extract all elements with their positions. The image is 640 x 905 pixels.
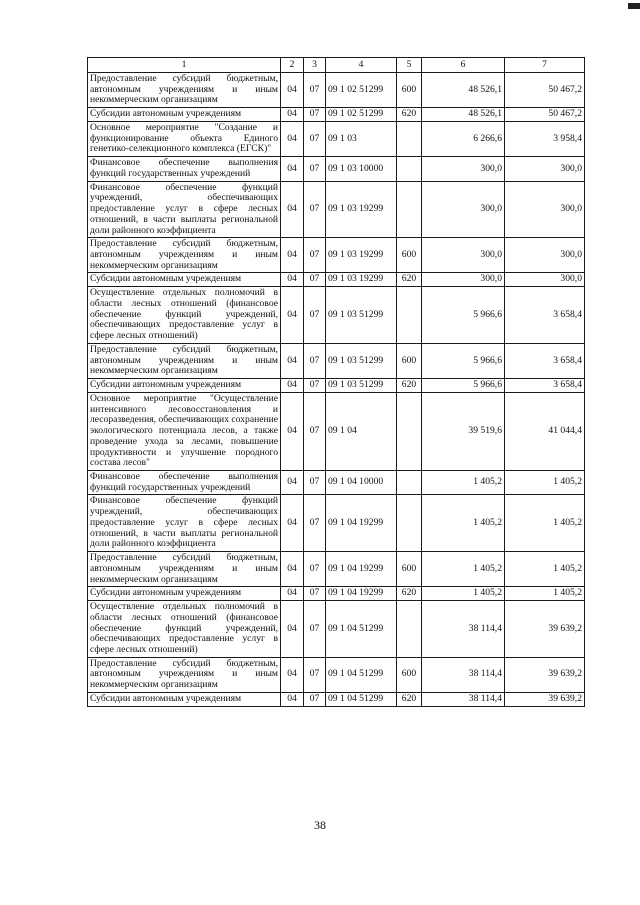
subsection-code: 07 <box>304 121 326 156</box>
amount-year-2: 50 467,2 <box>505 73 585 108</box>
section-code: 04 <box>281 495 304 552</box>
row-description: Предоставление субсидий бюджетным, автономным учреждениям и иным некоммерческим организациям <box>88 238 281 273</box>
section-code: 04 <box>281 121 304 156</box>
section-code: 04 <box>281 157 304 181</box>
expense-type-code <box>397 392 422 470</box>
expense-type-code: 620 <box>397 587 422 601</box>
section-code: 04 <box>281 238 304 273</box>
table-row <box>88 601 585 658</box>
header-cell: 7 <box>505 58 585 73</box>
row-description: Финансовое обеспечение выполнения функций государственных учреждений <box>88 157 281 181</box>
amount-year-1: 6 266,6 <box>422 121 505 156</box>
section-code: 04 <box>281 108 304 122</box>
row-description: Предоставление субсидий бюджетным, автономным учреждениям и иным некоммерческим организациям <box>88 552 281 587</box>
target-article-code: 09 1 03 51299 <box>326 343 397 378</box>
amount-year-2: 3 958,4 <box>505 121 585 156</box>
row-description: Предоставление субсидий бюджетным, автономным учреждениям и иным некоммерческим организациям <box>88 343 281 378</box>
subsection-code: 07 <box>304 379 326 393</box>
subsection-code: 07 <box>304 392 326 470</box>
table-row <box>88 108 585 122</box>
header-cell: 1 <box>88 58 281 73</box>
table-row <box>88 287 585 344</box>
expense-type-code: 600 <box>397 238 422 273</box>
table-row <box>88 238 585 273</box>
row-description: Предоставление субсидий бюджетным, автономным учреждениям и иным некоммерческим организациям <box>88 657 281 692</box>
target-article-code: 09 1 02 51299 <box>326 108 397 122</box>
amount-year-1: 300,0 <box>422 273 505 287</box>
amount-year-2: 1 405,2 <box>505 495 585 552</box>
amount-year-2: 3 658,4 <box>505 343 585 378</box>
section-code: 04 <box>281 273 304 287</box>
subsection-code: 07 <box>304 181 326 238</box>
table-row <box>88 552 585 587</box>
scan-mark <box>628 3 640 9</box>
amount-year-2: 300,0 <box>505 181 585 238</box>
page-number: 38 <box>314 818 326 832</box>
section-code: 04 <box>281 392 304 470</box>
amount-year-1: 1 405,2 <box>422 470 505 494</box>
row-description: Финансовое обеспечение выполнения функций государственных учреждений <box>88 470 281 494</box>
table-row <box>88 181 585 238</box>
table-row <box>88 470 585 494</box>
amount-year-1: 38 114,4 <box>422 657 505 692</box>
table-row <box>88 692 585 706</box>
amount-year-2: 3 658,4 <box>505 379 585 393</box>
expense-type-code: 600 <box>397 552 422 587</box>
row-description: Субсидии автономным учреждениям <box>88 379 281 393</box>
header-cell: 6 <box>422 58 505 73</box>
table-row <box>88 392 585 470</box>
table-row <box>88 657 585 692</box>
subsection-code: 07 <box>304 108 326 122</box>
expense-type-code: 620 <box>397 108 422 122</box>
expense-type-code: 620 <box>397 273 422 287</box>
subsection-code: 07 <box>304 692 326 706</box>
amount-year-2: 300,0 <box>505 238 585 273</box>
subsection-code: 07 <box>304 587 326 601</box>
amount-year-1: 38 114,4 <box>422 601 505 658</box>
subsection-code: 07 <box>304 287 326 344</box>
header-cell: 3 <box>304 58 326 73</box>
amount-year-1: 300,0 <box>422 181 505 238</box>
row-description: Предоставление субсидий бюджетным, автономным учреждениям и иным некоммерческим организациям <box>88 73 281 108</box>
table-row <box>88 587 585 601</box>
expense-type-code: 600 <box>397 73 422 108</box>
table-row <box>88 495 585 552</box>
subsection-code: 07 <box>304 273 326 287</box>
row-description: Субсидии автономным учреждениям <box>88 692 281 706</box>
amount-year-1: 5 966,6 <box>422 379 505 393</box>
amount-year-2: 300,0 <box>505 157 585 181</box>
target-article-code: 09 1 03 19299 <box>326 181 397 238</box>
expense-type-code: 620 <box>397 379 422 393</box>
row-description: Субсидии автономным учреждениям <box>88 108 281 122</box>
amount-year-2: 39 639,2 <box>505 692 585 706</box>
row-description: Субсидии автономным учреждениям <box>88 587 281 601</box>
target-article-code: 09 1 03 19299 <box>326 238 397 273</box>
expense-type-code: 600 <box>397 657 422 692</box>
section-code: 04 <box>281 73 304 108</box>
expense-type-code: 600 <box>397 343 422 378</box>
table-row <box>88 157 585 181</box>
section-code: 04 <box>281 601 304 658</box>
expense-type-code <box>397 121 422 156</box>
subsection-code: 07 <box>304 552 326 587</box>
target-article-code: 09 1 02 51299 <box>326 73 397 108</box>
amount-year-2: 50 467,2 <box>505 108 585 122</box>
expense-type-code: 620 <box>397 692 422 706</box>
header-cell: 4 <box>326 58 397 73</box>
amount-year-1: 300,0 <box>422 157 505 181</box>
target-article-code: 09 1 03 <box>326 121 397 156</box>
row-description: Основное мероприятие "Создание и функционирование объекта Единого генетико-селекционного комплекса (ЕГСК)" <box>88 121 281 156</box>
subsection-code: 07 <box>304 343 326 378</box>
amount-year-1: 300,0 <box>422 238 505 273</box>
target-article-code: 09 1 03 10000 <box>326 157 397 181</box>
subsection-code: 07 <box>304 495 326 552</box>
expense-type-code <box>397 157 422 181</box>
section-code: 04 <box>281 692 304 706</box>
subsection-code: 07 <box>304 657 326 692</box>
amount-year-1: 1 405,2 <box>422 495 505 552</box>
table-row <box>88 73 585 108</box>
subsection-code: 07 <box>304 157 326 181</box>
amount-year-1: 1 405,2 <box>422 587 505 601</box>
row-description: Осуществление отдельных полномочий в области лесных отношений (финансовое обеспечение функций учреждений, обеспечивающих предоставление услуг в сфере лесных отношений) <box>88 601 281 658</box>
row-description: Субсидии автономным учреждениям <box>88 273 281 287</box>
target-article-code: 09 1 04 51299 <box>326 657 397 692</box>
expense-type-code <box>397 181 422 238</box>
amount-year-2: 1 405,2 <box>505 470 585 494</box>
header-cell: 2 <box>281 58 304 73</box>
amount-year-2: 300,0 <box>505 273 585 287</box>
amount-year-2: 39 639,2 <box>505 601 585 658</box>
table-row <box>88 379 585 393</box>
subsection-code: 07 <box>304 73 326 108</box>
section-code: 04 <box>281 470 304 494</box>
amount-year-1: 5 966,6 <box>422 343 505 378</box>
target-article-code: 09 1 03 51299 <box>326 379 397 393</box>
expense-type-code <box>397 601 422 658</box>
expense-type-code <box>397 495 422 552</box>
amount-year-1: 48 526,1 <box>422 73 505 108</box>
expense-type-code <box>397 287 422 344</box>
amount-year-1: 5 966,6 <box>422 287 505 344</box>
expense-type-code <box>397 470 422 494</box>
amount-year-1: 48 526,1 <box>422 108 505 122</box>
amount-year-1: 38 114,4 <box>422 692 505 706</box>
amount-year-2: 1 405,2 <box>505 587 585 601</box>
table-header-row <box>88 58 585 73</box>
target-article-code: 09 1 03 51299 <box>326 287 397 344</box>
target-article-code: 09 1 04 51299 <box>326 692 397 706</box>
section-code: 04 <box>281 552 304 587</box>
header-cell: 5 <box>397 58 422 73</box>
row-description: Финансовое обеспечение функций учреждений, обеспечивающих предоставление услуг в сфере лесных отношений, в части выплаты региональной доли районного коэффициента <box>88 495 281 552</box>
table-row <box>88 343 585 378</box>
subsection-code: 07 <box>304 601 326 658</box>
section-code: 04 <box>281 181 304 238</box>
subsection-code: 07 <box>304 238 326 273</box>
row-description: Основное мероприятие "Осуществление интенсивного лесовосстановления и лесоразведения, обеспечивающих сохранение экологического потенциала лесов, а также проведение ухода за лесами, повышение продуктивности и улучшение породного состава лесов" <box>88 392 281 470</box>
amount-year-2: 3 658,4 <box>505 287 585 344</box>
section-code: 04 <box>281 343 304 378</box>
target-article-code: 09 1 03 19299 <box>326 273 397 287</box>
target-article-code: 09 1 04 <box>326 392 397 470</box>
amount-year-1: 39 519,6 <box>422 392 505 470</box>
target-article-code: 09 1 04 51299 <box>326 601 397 658</box>
subsection-code: 07 <box>304 470 326 494</box>
budget-table <box>87 57 585 707</box>
target-article-code: 09 1 04 19299 <box>326 495 397 552</box>
table-row <box>88 121 585 156</box>
section-code: 04 <box>281 379 304 393</box>
amount-year-1: 1 405,2 <box>422 552 505 587</box>
section-code: 04 <box>281 587 304 601</box>
target-article-code: 09 1 04 19299 <box>326 587 397 601</box>
row-description: Осуществление отдельных полномочий в области лесных отношений (финансовое обеспечение функций учреждений, обеспечивающих предоставление услуг в сфере лесных отношений) <box>88 287 281 344</box>
amount-year-2: 41 044,4 <box>505 392 585 470</box>
section-code: 04 <box>281 657 304 692</box>
amount-year-2: 1 405,2 <box>505 552 585 587</box>
section-code: 04 <box>281 287 304 344</box>
target-article-code: 09 1 04 19299 <box>326 552 397 587</box>
table-row <box>88 273 585 287</box>
amount-year-2: 39 639,2 <box>505 657 585 692</box>
row-description: Финансовое обеспечение функций учреждений, обеспечивающих предоставление услуг в сфере лесных отношений, в части выплаты региональной доли районного коэффициента <box>88 181 281 238</box>
target-article-code: 09 1 04 10000 <box>326 470 397 494</box>
